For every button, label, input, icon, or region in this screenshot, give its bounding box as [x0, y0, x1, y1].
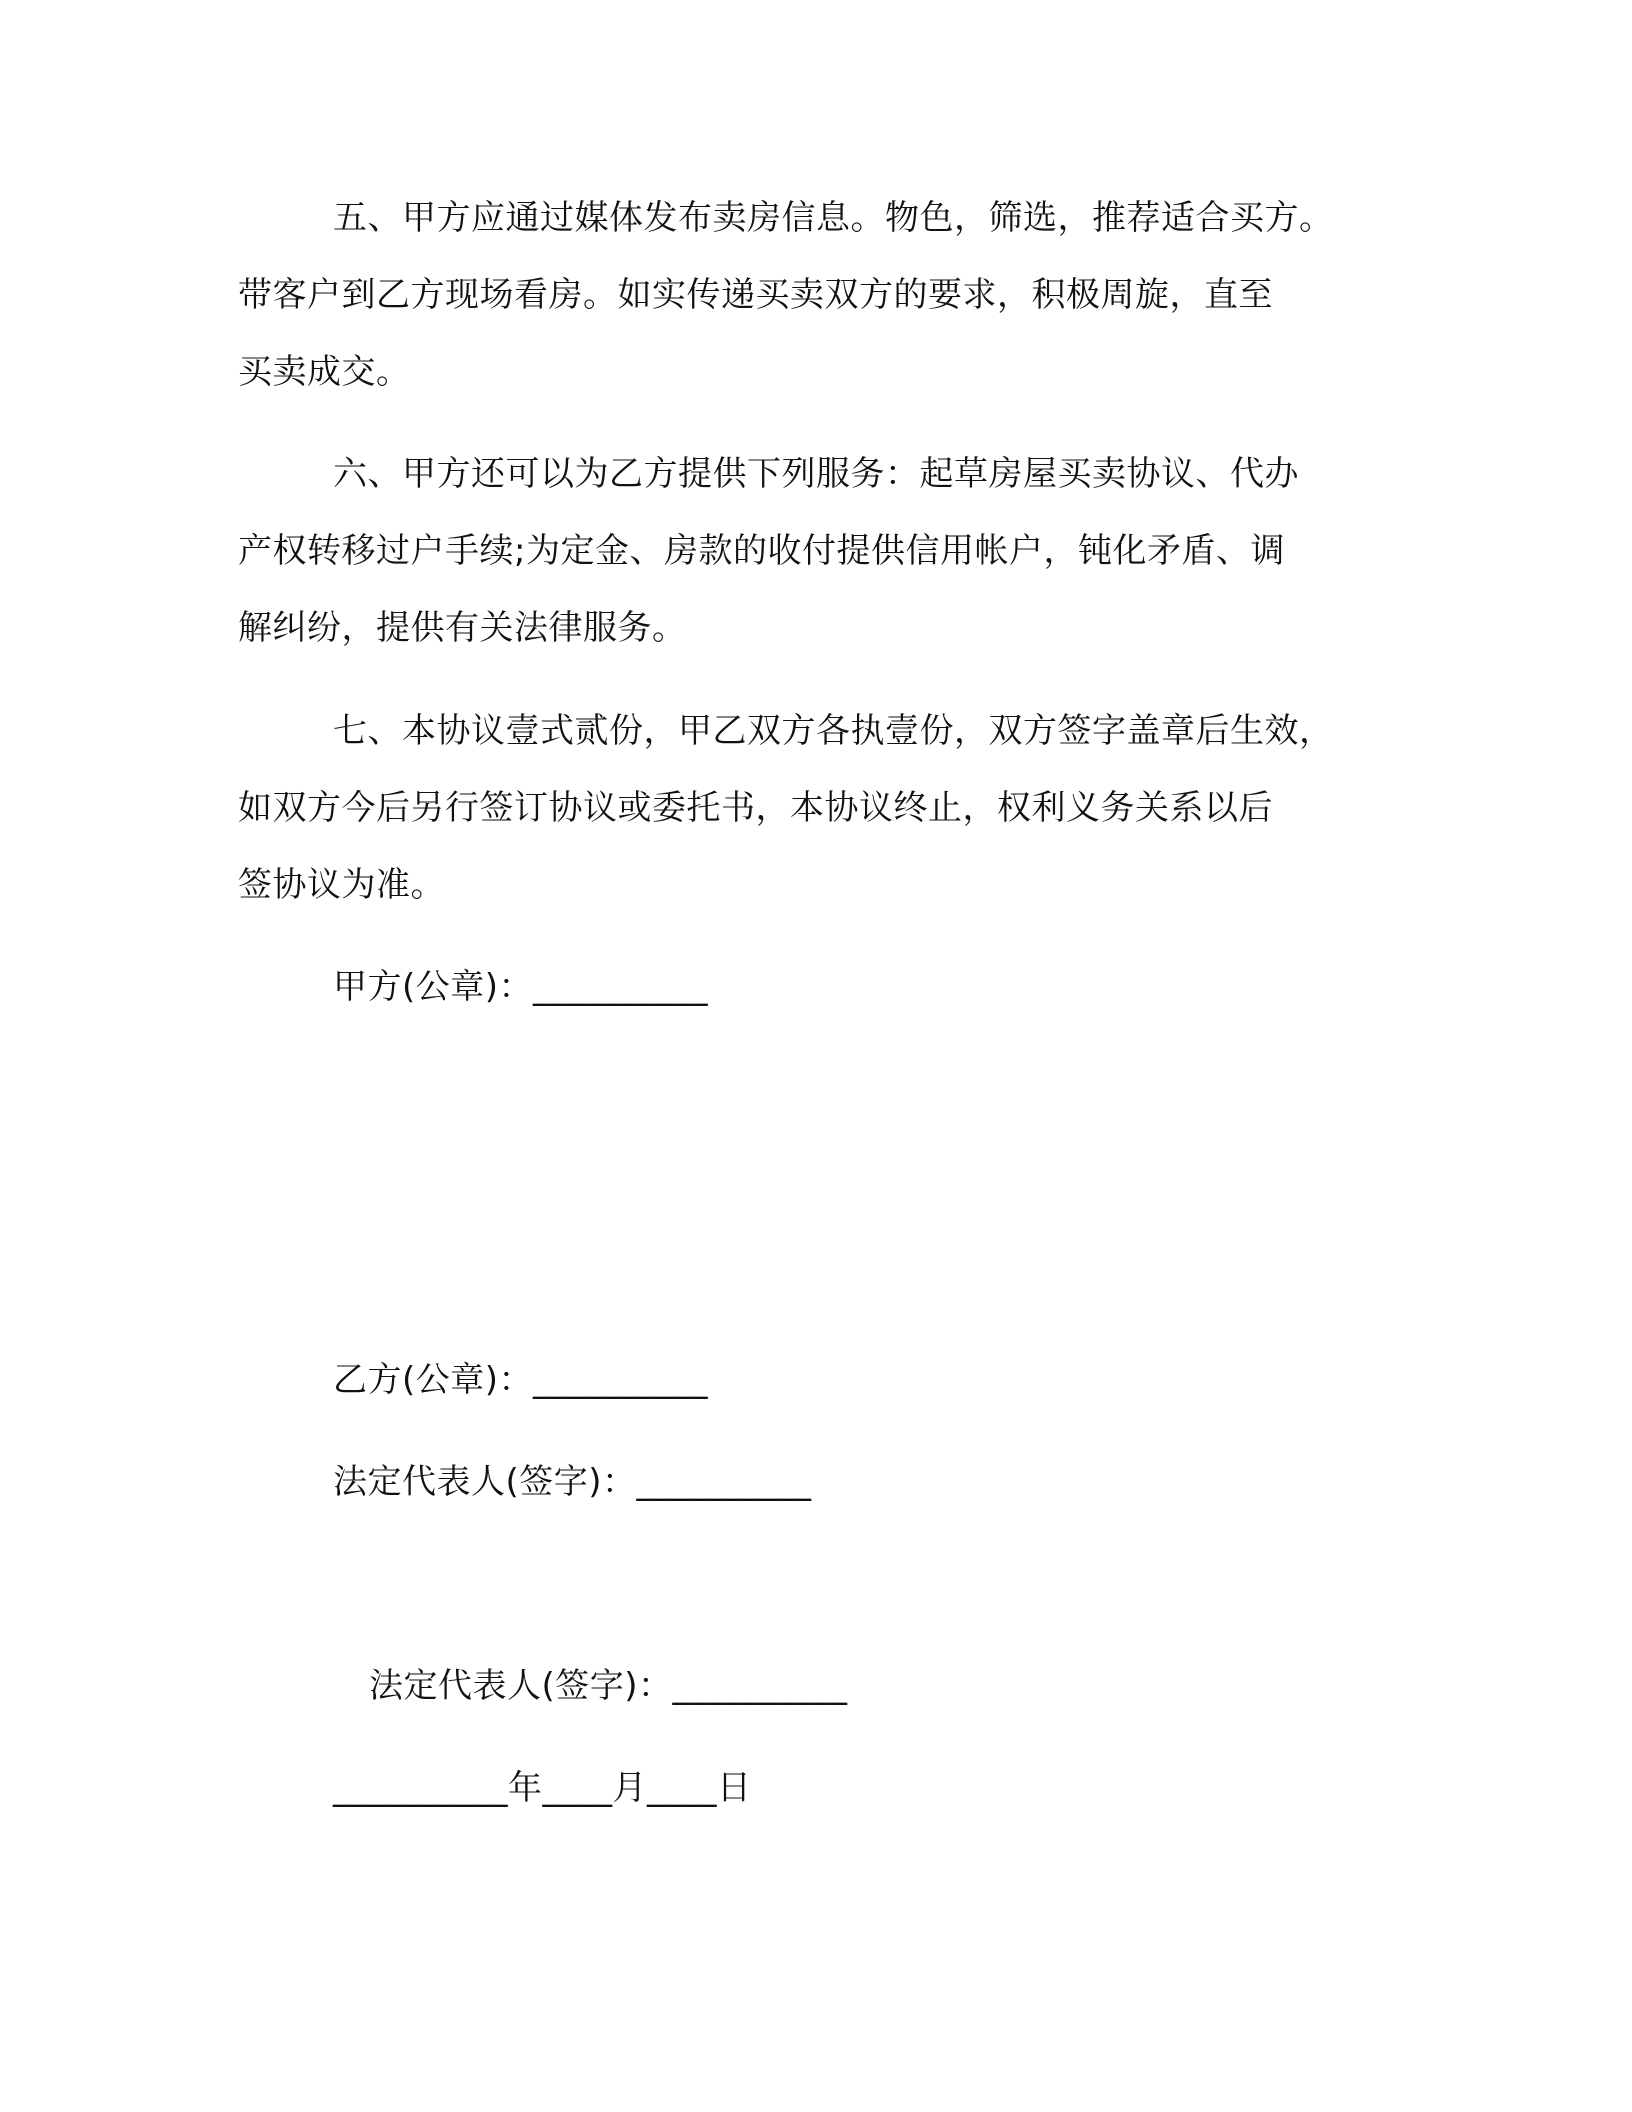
clause-5-line-3: 买卖成交。: [238, 352, 411, 392]
clause-7-line-3: 签协议为准。: [238, 865, 445, 905]
clause-7-line-1: 七、本协议壹式贰份，甲乙双方各执壹份，双方签字盖章后生效，: [333, 711, 1334, 751]
clause-6-line-2: 产权转移过户手续;为定金、房款的收付提供信用帐户，钝化矛盾、调: [238, 531, 1285, 571]
party-b-seal-line: 乙方(公章)：__________: [333, 1360, 709, 1400]
clause-7-line-2: 如双方今后另行签订协议或委托书，本协议终止，权利义务关系以后: [238, 788, 1273, 828]
date-line: __________年____月____日: [333, 1768, 752, 1808]
legal-rep-signature-line-1: 法定代表人(签字)：__________: [333, 1462, 812, 1502]
party-a-seal-line: 甲方(公章)：__________: [333, 967, 709, 1007]
clause-5-line-2: 带客户到乙方现场看房。如实传递买卖双方的要求，积极周旋，直至: [238, 275, 1273, 315]
clause-6-line-3: 解纠纷，提供有关法律服务。: [238, 608, 687, 648]
clause-6-line-1: 六、甲方还可以为乙方提供下列服务：起草房屋买卖协议、代办: [333, 454, 1299, 494]
legal-rep-signature-line-2: 法定代表人(签字)：__________: [369, 1666, 848, 1706]
clause-5-line-1: 五、甲方应通过媒体发布卖房信息。物色，筛选，推荐适合买方。: [333, 198, 1334, 238]
